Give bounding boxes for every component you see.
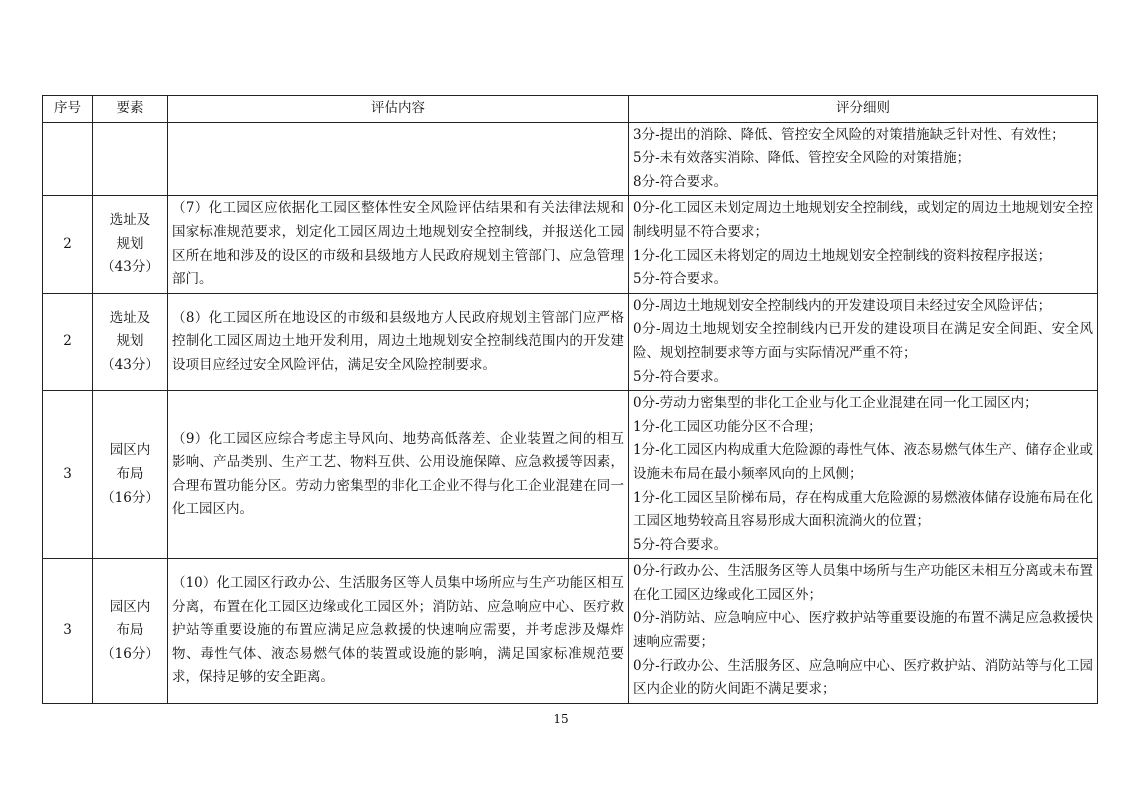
element-line: （43分） [101, 259, 159, 276]
criteria-line: 1分-化工园区未将划定的周边土地规划安全控制线的资料按程序报送； [633, 247, 1052, 264]
header-no: 序号 [43, 96, 93, 123]
row-criteria [629, 122, 1098, 196]
row-number: 3 [43, 559, 93, 704]
row-number [43, 122, 93, 196]
row-criteria [629, 196, 1098, 293]
table-row [43, 122, 1098, 196]
row-content [168, 559, 629, 704]
table-row [43, 196, 1098, 293]
element-line: （16分） [101, 645, 159, 662]
row-element [93, 122, 168, 196]
row-element [93, 293, 168, 390]
row-criteria [629, 559, 1098, 704]
element-line: （16分） [101, 489, 159, 506]
element-line: 园区内 [109, 598, 151, 615]
row-content [168, 122, 629, 196]
row-number: 3 [43, 391, 93, 559]
criteria-line: 8分-符合要求。 [633, 173, 728, 190]
row-element [93, 196, 168, 293]
row-criteria [629, 293, 1098, 390]
row-number: 2 [43, 196, 93, 293]
element-line: 布局 [116, 465, 144, 482]
criteria-line: 1分-化工园区功能分区不合理； [633, 418, 822, 435]
content-paragraph: （10）化工园区行政办公、生活服务区等人员集中场所应与生产功能区相互分离，布置在化工园区边缘或化工园区外；消防站、应急响应中心、医疗救护站等重要设施的布置应满足应急救援的快速响应需要，并考虑涉及爆炸物、毒性气体、液态易燃气体的装置或设施的影响，满足国家标准规范要求，保持足够的安全距离。 [172, 575, 624, 686]
header-content: 评估内容 [168, 96, 629, 123]
content-paragraph: （7）化工园区应依据化工园区整体性安全风险评估结果和有关法律法规和国家标准规范要求，划定化工园区周边土地规划安全控制线，并报送化工园区所在地和涉及的设区的市级和县级地方人民政府规划主管部门、应急管理部门。 [172, 200, 624, 288]
criteria-line: 0分-劳动力密集型的非化工企业与化工企业混建在同一化工园区内； [633, 395, 1038, 412]
criteria-line: 0分-行政办公、生活服务区等人员集中场所与生产功能区未相互分离或未布置在化工园区边缘或化工园区外； [633, 563, 1093, 603]
element-line: （43分） [101, 356, 159, 373]
row-criteria [629, 391, 1098, 559]
criteria-line: 0分-周边土地规划安全控制线内的开发建设项目未经过安全风险评估； [633, 297, 1052, 314]
element-line: 规划 [116, 333, 144, 350]
table-header-row [43, 96, 1098, 123]
header-criteria: 评分细则 [629, 96, 1098, 123]
row-element [93, 391, 168, 559]
criteria-line: 0分-行政办公、生活服务区、应急响应中心、医疗救护站、消防站等与化工园区内企业的防火间距不满足要求； [633, 657, 1093, 698]
element-line: 园区内 [109, 442, 151, 459]
criteria-line: 0分-化工园区未划定周边土地规划安全控制线，或划定的周边土地规划安全控制线明显不符合要求； [633, 200, 1093, 240]
header-element: 要素 [93, 96, 168, 123]
criteria-line: 0分-消防站、应急响应中心、医疗救护站等重要设施的布置不满足应急救援快速响应需要； [633, 610, 1093, 651]
row-element [93, 559, 168, 704]
criteria-line: 3分-提出的消除、降低、管控安全风险的对策措施缺乏针对性、有效性； [633, 126, 1065, 143]
element-line: 布局 [116, 622, 144, 639]
criteria-line: 0分-周边土地规划安全控制线内已开发的建设项目在满足安全间距、安全风险、规划控制要求等方面与实际情况严重不符； [633, 321, 1093, 361]
criteria-line: 5分-符合要求。 [633, 271, 728, 288]
criteria-line: 1分-化工园区内构成重大危险源的毒性气体、液态易燃气体生产、储存企业或设施未布局在最小频率风向的上风侧； [633, 442, 1093, 482]
content-paragraph: （8）化工园区所在地设区的市级和县级地方人民政府规划主管部门应严格控制化工园区周边土地开发利用，周边土地规划安全控制线范围内的开发建设项目应经过安全风险评估，满足安全风险控制要求。 [172, 309, 624, 373]
table-row [43, 391, 1098, 559]
table-row [43, 559, 1098, 704]
row-content [168, 293, 629, 390]
row-content [168, 196, 629, 293]
criteria-line: 5分-符合要求。 [633, 368, 728, 385]
row-number: 2 [43, 293, 93, 390]
assessment-table [42, 95, 1098, 704]
table-row [43, 293, 1098, 390]
criteria-line: 5分-符合要求。 [633, 536, 728, 553]
criteria-line: 5分-未有效落实消除、降低、管控安全风险的对策措施； [633, 150, 971, 167]
element-line: 规划 [116, 235, 144, 252]
content-paragraph: （9）化工园区应综合考虑主导风向、地势高低落差、企业装置之间的相互影响、产品类别、生产工艺、物料互供、公用设施保障、应急救援等因素，合理布置功能分区。劳动力密集型的非化工企业不得与化工企业混建在同一化工园区内。 [172, 430, 624, 518]
row-content [168, 391, 629, 559]
criteria-line: 1分-化工园区呈阶梯布局，存在构成重大危险源的易燃液体储存设施布局在化工园区地势较高且容易形成大面积流淌火的位置； [633, 489, 1093, 530]
element-line: 选址及 [109, 212, 151, 229]
page-number: 15 [553, 712, 569, 726]
element-line: 选址及 [109, 309, 151, 326]
